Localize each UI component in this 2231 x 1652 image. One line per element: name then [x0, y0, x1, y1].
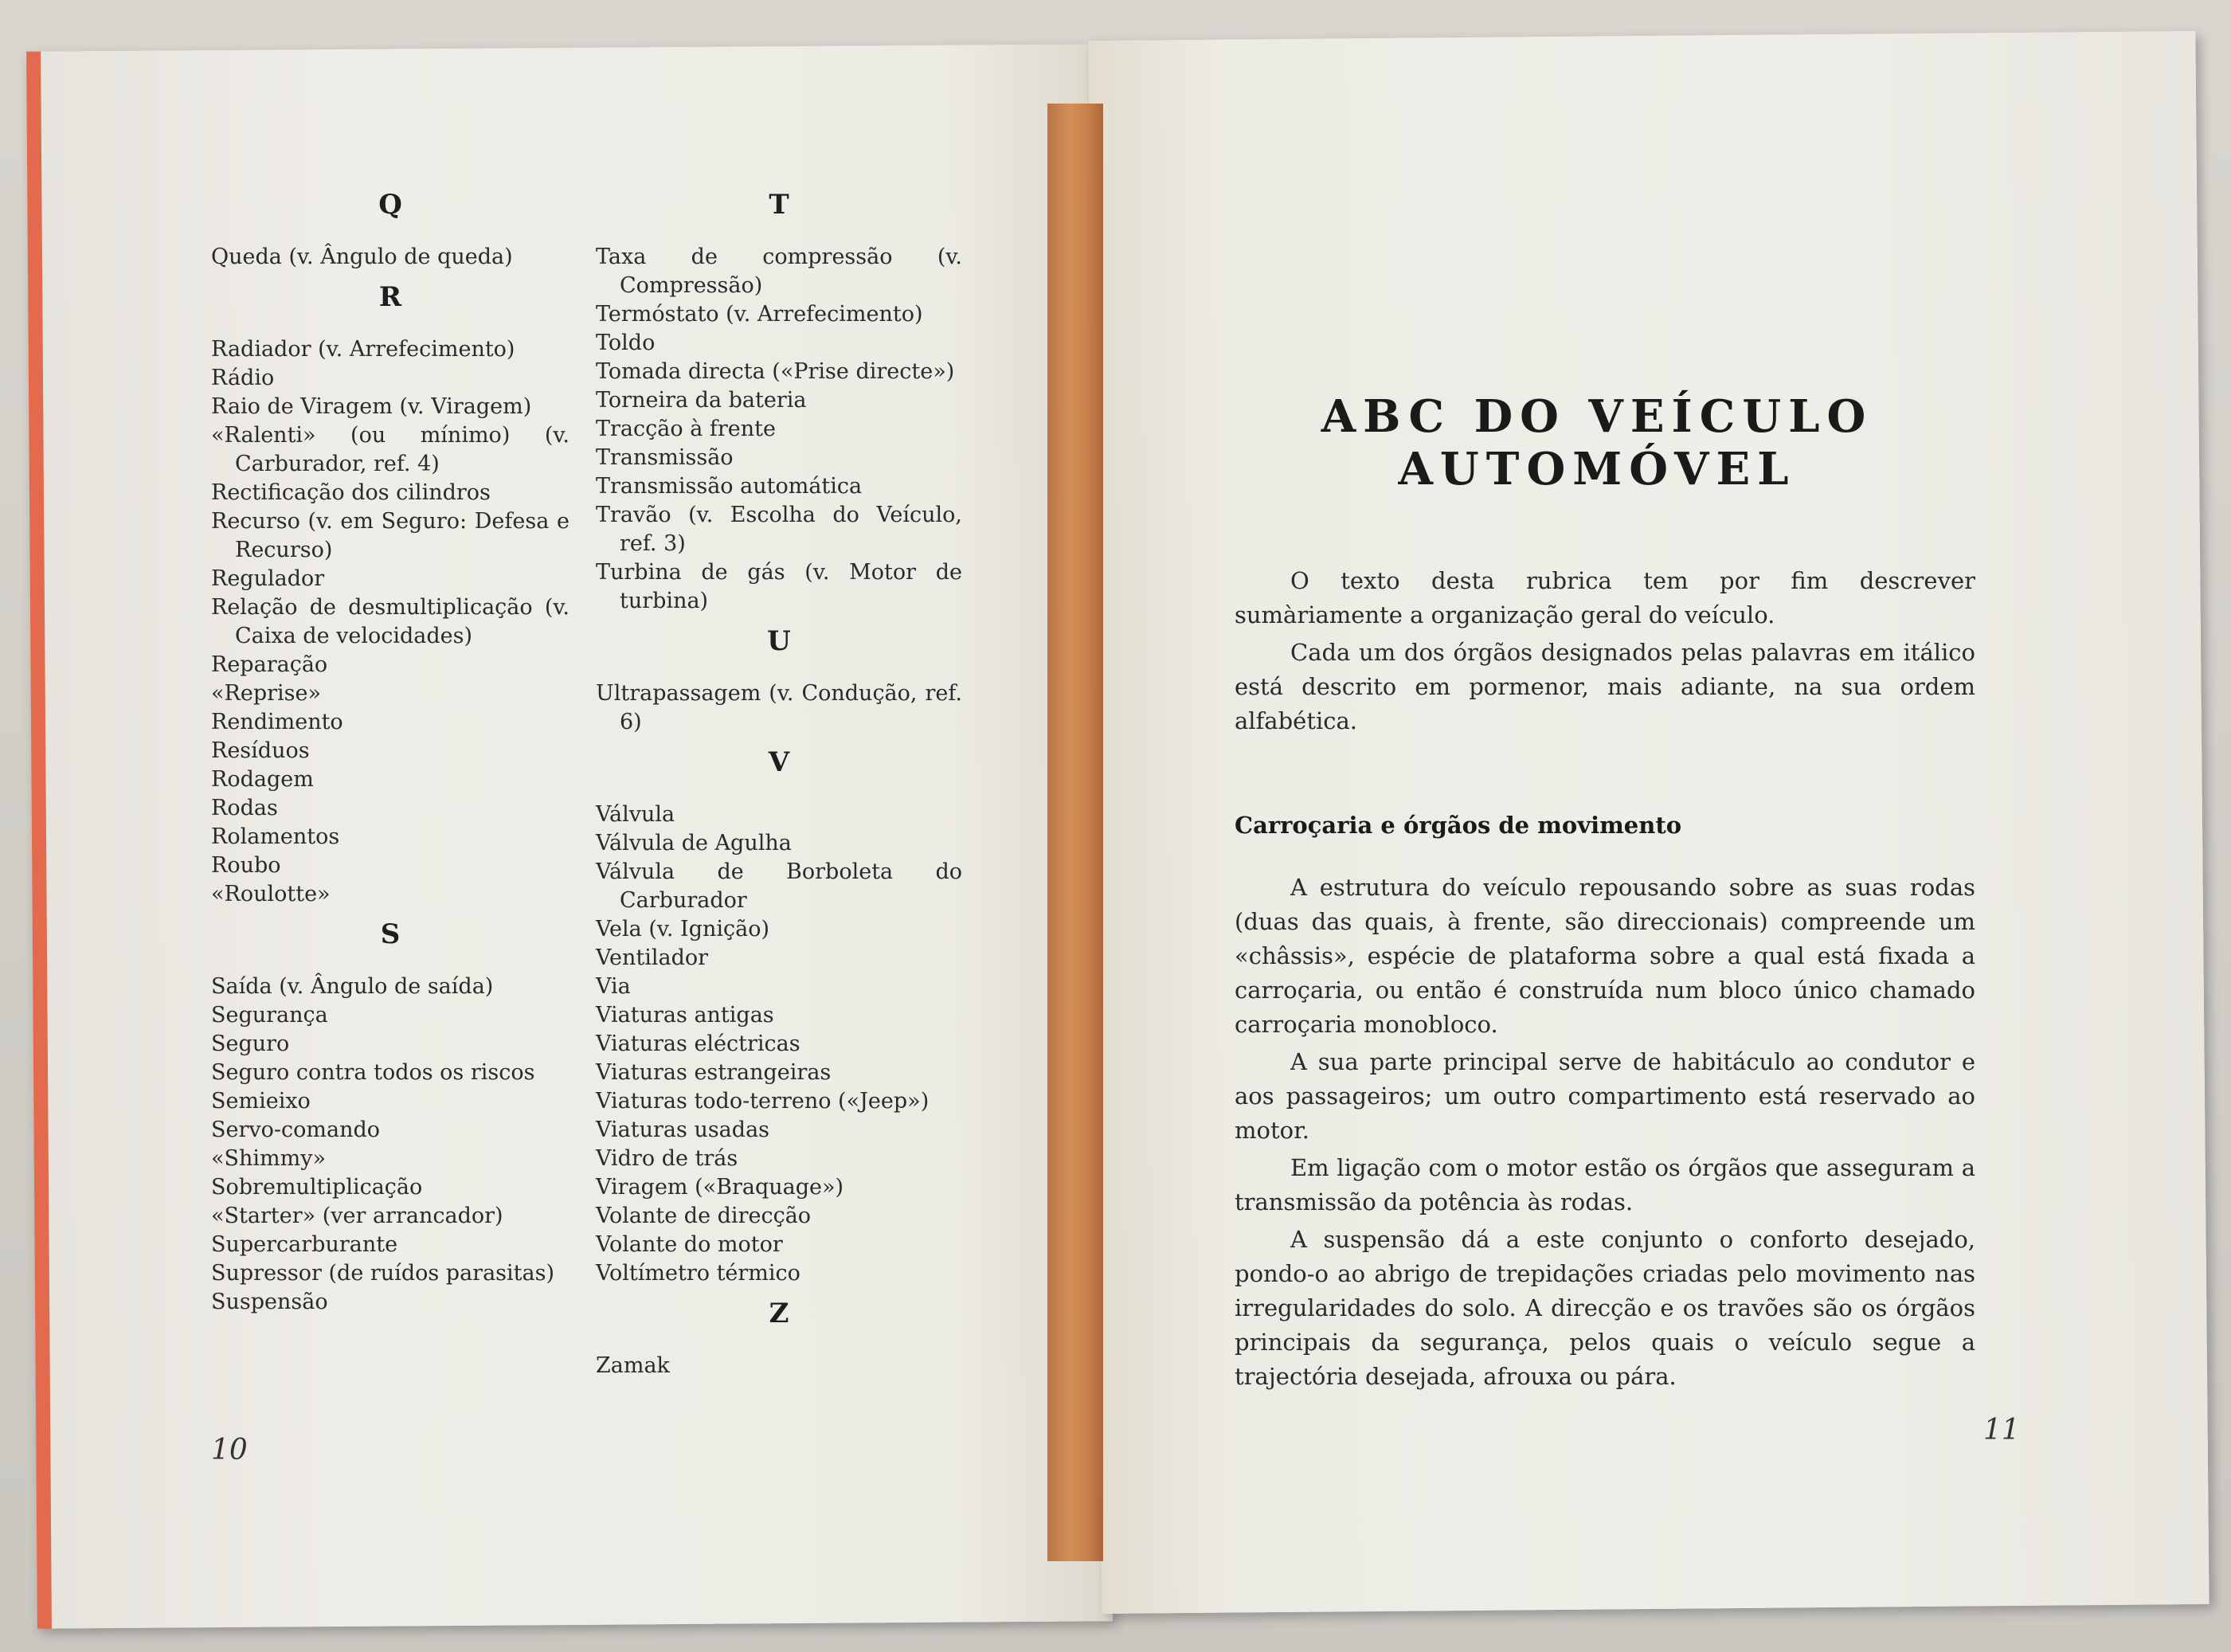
- index-entry: Radiador (v. Arrefecimento): [211, 337, 515, 362]
- section-heading: Carroçaria e órgãos de movimento: [1235, 812, 1682, 839]
- index-entry: Semieixo: [211, 1089, 311, 1114]
- index-entry: Segurança: [211, 1003, 328, 1028]
- index-entry: «Ralenti» (ou mínimo) (v. Carburador, ref. 4): [211, 423, 569, 476]
- index-letter-heading: Z: [769, 1298, 789, 1329]
- index-entry: Viaturas todo-terreno («Jeep»): [596, 1089, 930, 1114]
- index-entry: Vidro de trás: [596, 1146, 738, 1171]
- index-entry: Supercarburante: [211, 1232, 398, 1257]
- index-entry: Tomada directa («Prise directe»): [596, 359, 955, 384]
- index-entry: Rolamentos: [211, 824, 340, 849]
- index-entry: Travão (v. Escolha do Veículo, ref. 3): [596, 503, 962, 556]
- index-entry: Resíduos: [211, 738, 310, 763]
- index-entry: Toldo: [596, 331, 656, 355]
- index-entry: Válvula de Agulha: [596, 831, 792, 855]
- index-entry: Viaturas estrangeiras: [596, 1060, 832, 1085]
- index-entry: «Reprise»: [211, 681, 322, 706]
- index-entry: Volante de direcção: [596, 1204, 812, 1228]
- index-entry: Queda (v. Ângulo de queda): [211, 245, 513, 269]
- intro-paragraph-2: Cada um dos órgãos designados pelas palavras em itálico está descrito em pormenor, mais adiante, na sua ordem alfabética.: [1235, 639, 1975, 734]
- index-entry: Transmissão automática: [596, 474, 863, 499]
- index-entry: Válvula: [596, 802, 675, 827]
- index-entry: Termóstato (v. Arrefecimento): [596, 302, 923, 327]
- index-entry: Viaturas usadas: [596, 1118, 770, 1142]
- index-entry: Ventilador: [596, 945, 709, 970]
- intro-text: [1235, 564, 1975, 738]
- index-entry: Vela (v. Ignição): [596, 917, 770, 941]
- page-number-left: 10: [211, 1434, 248, 1466]
- index-entry: Rádio: [211, 366, 275, 390]
- index-column-1: [211, 179, 569, 1317]
- index-entry: «Roulotte»: [211, 882, 331, 906]
- index-entry: Reparação: [211, 652, 328, 677]
- index-entry: Rendimento: [211, 710, 343, 734]
- index-entry: Tracção à frente: [596, 417, 776, 441]
- index-entry: Voltímetro térmico: [596, 1261, 800, 1286]
- index-entry: Suspensão: [211, 1290, 328, 1314]
- chapter-title-line-2: AUTOMÓVEL: [1398, 443, 1796, 495]
- index-entry: Volante do motor: [596, 1232, 783, 1257]
- body-paragraph-2: A sua parte principal serve de habitáculo ao condutor e aos passageiros; um outro compartimento está reservado ao motor.: [1235, 1048, 1975, 1144]
- index-entry: Válvula de Borboleta do Carburador: [596, 859, 962, 913]
- index-entry: Servo-comando: [211, 1118, 381, 1142]
- index-entry: Saída (v. Ângulo de saída): [211, 974, 494, 999]
- index-letter-heading: S: [380, 918, 401, 950]
- index-entry: Seguro contra todos os riscos: [211, 1060, 535, 1085]
- index-entry: Rodagem: [211, 767, 314, 792]
- body-paragraph-3: Em ligação com o motor estão os órgãos que asseguram a transmissão da potência às rodas.: [1235, 1154, 1975, 1216]
- intro-paragraph-1: O texto desta rubrica tem por fim descrever sumàriamente a organização geral do veículo.: [1235, 567, 1975, 628]
- index-entry: Recurso (v. em Seguro: Defesa e Recurso): [211, 509, 569, 562]
- index-entry: Transmissão: [596, 445, 734, 470]
- index-letter-heading: Q: [378, 189, 402, 221]
- book-spine: [1047, 104, 1103, 1561]
- chapter-title-line-1: ABC DO VEÍCULO: [1321, 390, 1873, 443]
- index-entry: Via: [596, 974, 631, 999]
- index-entry: Seguro: [211, 1032, 290, 1056]
- index-entry: Regulador: [211, 566, 325, 591]
- index-entry: «Shimmy»: [211, 1146, 327, 1171]
- index-entry: Supressor (de ruídos parasitas): [211, 1261, 555, 1286]
- index-entry: Viaturas eléctricas: [596, 1032, 800, 1056]
- index-entry: Turbina de gás (v. Motor de turbina): [596, 560, 962, 613]
- index-letter-heading: R: [378, 281, 402, 313]
- index-entry: Roubo: [211, 853, 281, 878]
- body-paragraph-1: A estrutura do veículo repousando sobre as suas rodas (duas das quais, à frente, são direccionais) compreende um «châssis», espécie de plataforma sobre a qual está fixada a carroçaria, ou então é construída num bloco único chamado carroçaria monobloco.: [1235, 874, 1975, 1038]
- page-number-right: 11: [1983, 1414, 2020, 1446]
- index-entry: «Starter» (ver arrancador): [211, 1204, 503, 1228]
- index-entry: Raio de Viragem (v. Viragem): [211, 394, 532, 419]
- index-column-2: [596, 179, 962, 1380]
- chapter-title: [1258, 390, 1935, 495]
- index-entry: Ultrapassagem (v. Condução, ref. 6): [596, 681, 962, 734]
- index-entry: Sobremultiplicação: [211, 1175, 423, 1200]
- index-entry: Relação de desmultiplicação (v. Caixa de velocidades): [211, 595, 569, 648]
- section-body: [1235, 871, 1975, 1394]
- index-entry: Taxa de compressão (v. Compressão): [596, 245, 962, 298]
- index-entry: Rodas: [211, 796, 278, 820]
- index-entry: Viragem («Braquage»): [596, 1175, 844, 1200]
- index-letter-heading: U: [767, 625, 791, 657]
- index-entry: Zamak: [596, 1353, 670, 1378]
- index-letter-heading: V: [768, 746, 790, 778]
- body-paragraph-4: A suspensão dá a este conjunto o conforto desejado, pondo-o ao abrigo de trepidações criadas pelo movimento nas irregularidades do solo. A direcção e os travões são os órgãos principais da segurança, pelos quais o veículo segue a trajectória desejada, afrouxa ou pára.: [1235, 1226, 1975, 1390]
- index-letter-heading: T: [769, 189, 789, 221]
- index-entry: Torneira da bateria: [596, 388, 807, 413]
- index-entry: Rectificação dos cilindros: [211, 480, 491, 505]
- index-entry: Viaturas antigas: [596, 1003, 774, 1028]
